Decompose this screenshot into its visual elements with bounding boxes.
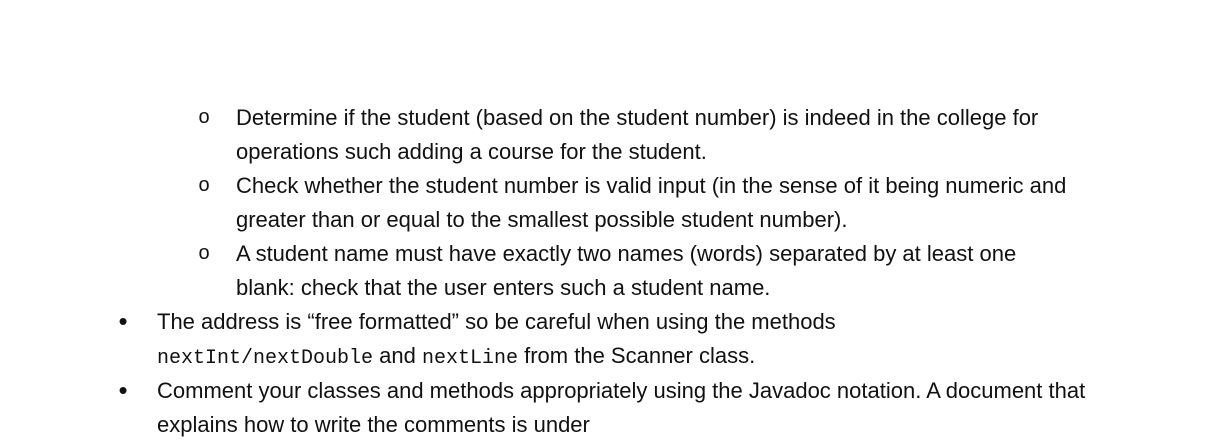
text-line: greater than or equal to the smallest possible student number). (236, 206, 848, 232)
text-line: Determine if the student (based on the student number) is indeed in the college for (236, 105, 1039, 130)
sub-bullet-icon: o (198, 106, 210, 128)
text-fragment: from the Scanner class. (518, 342, 756, 368)
sub-list-item-text (236, 169, 1136, 236)
sub-list-item-text (236, 237, 1136, 304)
sub-bullet-icon: o (198, 242, 210, 264)
text-line (157, 339, 1157, 376)
code-nextint-nextdouble: nextInt/nextDouble (157, 346, 374, 370)
list-item-text (157, 374, 1157, 441)
code-nextline: nextLine (421, 346, 518, 370)
text-line: blank: check that the user enters such a student name. (236, 274, 771, 300)
text-line: Check whether the student number is valid input (in the sense of it being numeric and (236, 173, 1067, 198)
list-item-text (157, 305, 1157, 375)
text-fragment: and (373, 342, 422, 368)
text-line: The address is “free formatted” so be careful when using the methods (157, 309, 836, 334)
text-line: explains how to write the comments is under (157, 411, 590, 437)
bullet-icon: • (118, 306, 128, 336)
sub-list-item-text (236, 101, 1136, 168)
text-line: A student name must have exactly two names (words) separated by at least one (236, 241, 1017, 266)
sub-bullet-icon: o (198, 174, 210, 196)
bullet-icon: • (118, 375, 128, 405)
text-line: Comment your classes and methods appropriately using the Javadoc notation. A document that (157, 378, 1086, 403)
text-line: operations such adding a course for the student. (236, 138, 707, 164)
